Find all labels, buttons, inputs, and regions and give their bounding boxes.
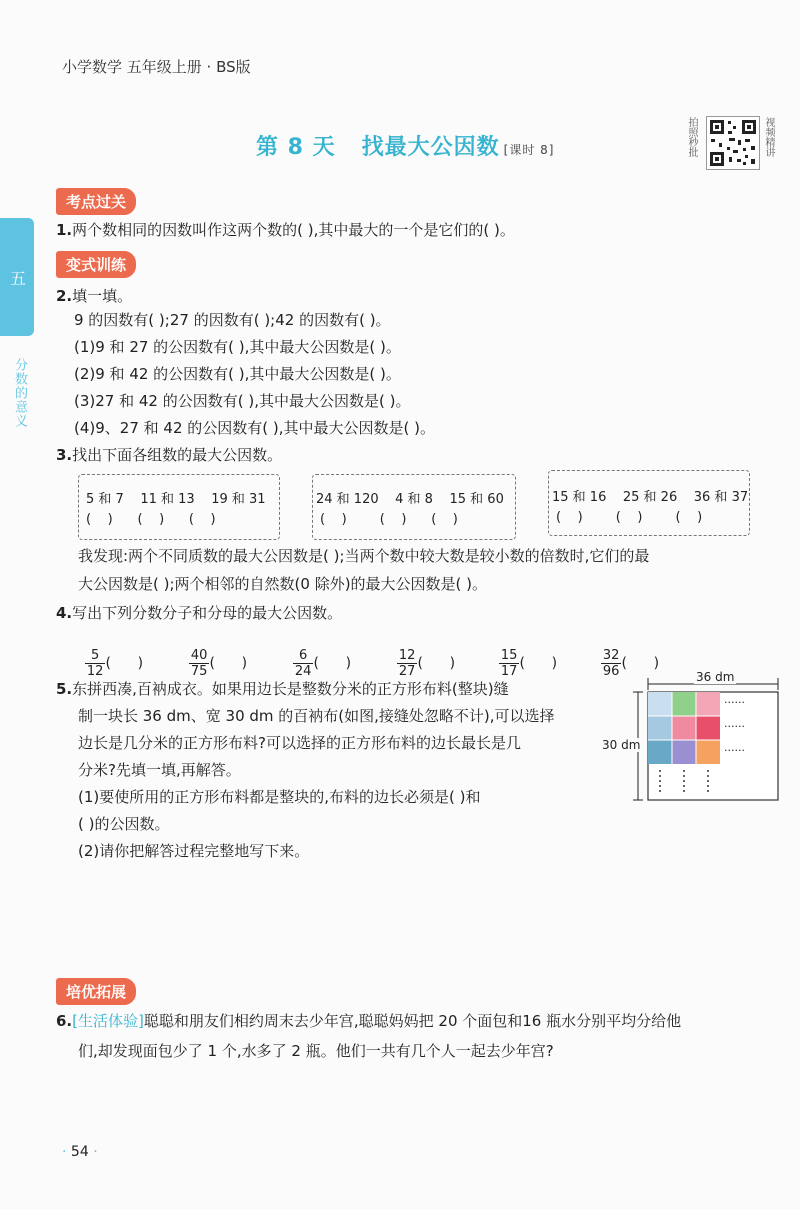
q2-line-1: (1)9 和 27 的公因数有( ),其中最大公因数是( )。 xyxy=(74,338,401,356)
denominator: 27 xyxy=(398,664,416,679)
answer-blank: ( ) xyxy=(105,655,144,672)
lesson-label: [课时 8] xyxy=(503,143,555,157)
q2-line-4: (4)9、27 和 42 的公因数有( ),其中最大公因数是( )。 xyxy=(74,419,435,437)
q5-text-1: 东拼西凑,百衲成衣。如果用边长是整数分米的正方形布料(整块)缝 xyxy=(72,680,509,698)
gcd-group-box-2 xyxy=(312,474,516,540)
denominator: 12 xyxy=(86,664,104,679)
grade-label: 五 xyxy=(10,269,27,288)
question-6-line-1 xyxy=(56,1010,681,1032)
patchwork-diagram xyxy=(632,672,784,804)
unit-label: 分数的意义 xyxy=(12,358,27,428)
book-header: 小学数学 五年级上册 · BS版 xyxy=(62,58,251,76)
q5-line-2: 制一块长 36 dm、宽 30 dm 的百衲布(如图,接缝处忽略不计),可以选择 xyxy=(78,707,555,725)
page-number: 54 xyxy=(70,1144,89,1160)
q2-line-3: (3)27 和 42 的公因数有( ),其中最大公因数是( )。 xyxy=(74,392,411,410)
answer-blank: ( ) xyxy=(209,655,248,672)
denominator: 96 xyxy=(602,664,620,679)
section-badge-2: 变式训练 xyxy=(56,251,136,278)
q1-text: 两个数相同的因数叫作这两个数的( ),其中最大的一个是它们的( )。 xyxy=(72,221,515,239)
row-continuation-dots: ······ xyxy=(724,744,745,757)
gcd-group-box-1 xyxy=(78,474,280,540)
row-continuation-dots: ······ xyxy=(724,720,745,733)
q6-number: 6. xyxy=(56,1012,73,1030)
page-footer xyxy=(62,1144,98,1160)
day-label: 第 8 天 xyxy=(256,135,336,160)
row-continuation-dots: ······ xyxy=(724,696,745,709)
numerator: 6 xyxy=(293,648,314,664)
question-3-head xyxy=(56,444,282,466)
life-experience-tag: [生活体验] xyxy=(72,1012,144,1030)
q5-line-4: 分米?先填一填,再解答。 xyxy=(78,761,241,779)
q5-line-7: (2)请你把解答过程完整地写下来。 xyxy=(78,842,310,860)
q4-text: 写出下列分数分子和分母的最大公因数。 xyxy=(72,604,343,622)
height-label: 30 dm xyxy=(602,738,641,752)
fraction-item xyxy=(76,632,143,679)
section-badge-3: 培优拓展 xyxy=(56,978,136,1005)
width-label: 36 dm xyxy=(696,670,735,684)
q5-line-6: ( )的公因数。 xyxy=(78,815,170,833)
answer-blank: ( ) xyxy=(519,655,558,672)
numerator: 32 xyxy=(602,648,620,663)
denominator: 75 xyxy=(190,664,208,679)
q2-number: 2. xyxy=(56,287,73,305)
q6-line-2: 们,却发现面包少了 1 个,水多了 2 瓶。他们一共有几个人一起去少年宫? xyxy=(78,1042,554,1060)
q5-line-5: (1)要使所用的正方形布料都是整块的,布料的边长必须是( )和 xyxy=(78,788,481,806)
numerator: 12 xyxy=(398,648,416,663)
topic-label: 找最大公因数 xyxy=(361,135,500,160)
page-title xyxy=(256,130,554,161)
gcd-group-3-blanks: ( ) ( ) ( ) xyxy=(556,510,703,525)
q5-line-3: 边长是几分米的正方形布料?可以选择的正方形布料的边长最长是几 xyxy=(78,734,521,752)
fraction-item xyxy=(388,632,455,679)
numerator: 15 xyxy=(500,648,518,663)
qr-code-icon[interactable] xyxy=(706,116,760,170)
section-badge-1: 考点过关 xyxy=(56,188,136,215)
denominator: 24 xyxy=(294,664,312,679)
q3-finding-1: 我发现:两个不同质数的最大公因数是( );当两个数中较大数是较小数的倍数时,它们的最 xyxy=(78,547,650,565)
answer-blank: ( ) xyxy=(417,655,456,672)
gcd-group-1-pairs: 5 和 7 11 和 13 19 和 31 xyxy=(86,492,266,507)
q3-text: 找出下面各组数的最大公因数。 xyxy=(72,446,283,464)
fraction-item xyxy=(180,632,247,679)
q2-text: 填一填。 xyxy=(72,287,133,305)
qr-right-caption: 视频精讲 xyxy=(763,117,774,157)
gcd-group-2-blanks: ( ) ( ) ( ) xyxy=(320,512,458,527)
gcd-group-2-pairs: 24 和 120 4 和 8 15 和 60 xyxy=(316,492,504,507)
question-2-head xyxy=(56,285,132,307)
q1-number: 1. xyxy=(56,221,73,239)
numerator: 5 xyxy=(85,648,106,664)
q2-line-2: (2)9 和 42 的公因数有( ),其中最大公因数是( )。 xyxy=(74,365,401,383)
numerator: 40 xyxy=(190,648,208,663)
answer-blank: ( ) xyxy=(313,655,352,672)
q3-number: 3. xyxy=(56,446,73,464)
gcd-group-3-pairs: 15 和 16 25 和 26 36 和 37 xyxy=(552,490,749,505)
fraction-item xyxy=(490,632,557,679)
denominator: 17 xyxy=(500,664,518,679)
q6-text-1: 聪聪和朋友们相约周末去少年宫,聪聪妈妈把 20 个面包和16 瓶水分别平均分给他 xyxy=(143,1012,682,1030)
q2-line-0: 9 的因数有( );27 的因数有( );42 的因数有( )。 xyxy=(74,311,391,329)
fraction-item xyxy=(284,632,351,679)
footer-dot-icon: · xyxy=(93,1144,98,1160)
q3-finding-2: 大公因数是( );两个相邻的自然数(0 除外)的最大公因数是( )。 xyxy=(78,575,488,593)
question-4-head xyxy=(56,602,342,624)
question-5-line-1 xyxy=(56,678,509,700)
qr-left-caption: 拍照秒批 xyxy=(686,117,697,157)
q5-number: 5. xyxy=(56,680,73,698)
question-1 xyxy=(56,219,515,241)
q4-number: 4. xyxy=(56,604,73,622)
gcd-group-1-blanks: ( ) ( ) ( ) xyxy=(86,512,216,527)
answer-blank: ( ) xyxy=(621,655,660,672)
footer-dot-icon: · xyxy=(62,1144,67,1160)
